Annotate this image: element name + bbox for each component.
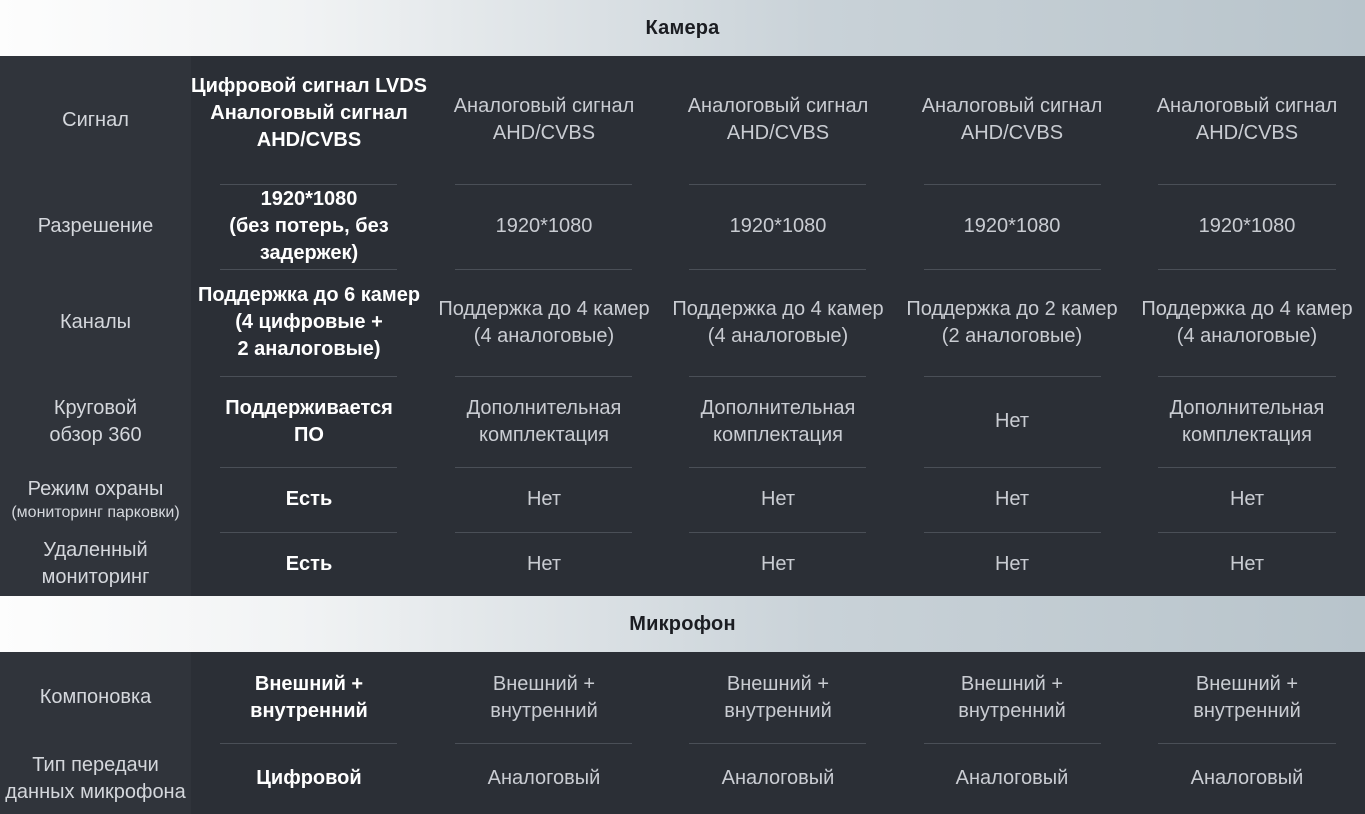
product-4-cell	[895, 269, 1129, 376]
product-3-cell-line: Внешний +	[726, 672, 830, 695]
product-4-cell-line: Поддержка до 2 камер	[906, 297, 1118, 320]
product-5-cell-line: Аналоговый сигнал	[1156, 95, 1338, 117]
product-3-cell	[661, 184, 895, 269]
product-3-cell-line: Аналоговый	[721, 767, 835, 789]
product-2-cell	[427, 376, 661, 467]
product-4-cell-line: Нет	[994, 488, 1030, 510]
product-3-cell	[661, 743, 895, 814]
featured-product-cell-line: Есть	[285, 552, 333, 575]
product-4-cell	[895, 652, 1129, 743]
featured-product-cell	[191, 743, 427, 814]
product-2-cell	[427, 184, 661, 269]
product-5-cell	[1129, 56, 1365, 184]
featured-product-cell-line: AHD/CVBS	[256, 128, 362, 151]
product-2-cell	[427, 269, 661, 376]
product-5-cell-line: комплектация	[1182, 423, 1312, 446]
product-2-cell	[427, 467, 661, 532]
featured-product-cell-line: внутренний	[250, 699, 368, 722]
row-label-line: Удаленный	[43, 539, 148, 561]
row-label	[0, 56, 191, 184]
featured-product-cell	[191, 467, 427, 532]
product-2-cell	[427, 743, 661, 814]
product-5-cell	[1129, 743, 1365, 814]
featured-product-cell-line: Цифровой сигнал LVDS	[191, 74, 428, 97]
product-2-cell-line: Дополнительная	[466, 396, 622, 419]
row-label-line: Тип передачи	[32, 753, 159, 776]
product-5-cell-line: Дополнительная	[1169, 396, 1325, 419]
product-3-cell-line: AHD/CVBS	[726, 122, 830, 144]
product-2-cell-line: 1920*1080	[495, 215, 593, 237]
featured-product-cell-line: Поддержка до 6 камер	[197, 284, 421, 306]
product-5-cell-line: Внешний +	[1195, 672, 1299, 695]
featured-product-cell-line: Аналоговый сигнал	[210, 101, 408, 124]
featured-product-cell	[191, 269, 427, 376]
row-label-line: Каналы	[60, 311, 131, 333]
product-5-cell	[1129, 184, 1365, 269]
product-5-cell	[1129, 532, 1365, 596]
product-2-cell-line: Нет	[526, 488, 562, 510]
featured-product-cell-line: (без потерь, без задержек)	[229, 215, 389, 264]
product-4-cell-line: Аналоговый сигнал	[921, 95, 1103, 117]
featured-product-cell	[191, 184, 427, 269]
product-5-cell-line: Аналоговый	[1190, 767, 1304, 789]
row-label	[0, 376, 191, 467]
product-2-cell-line: Поддержка до 4 камер	[438, 297, 650, 320]
product-5-cell-line: Нет	[1229, 552, 1265, 575]
row-label-line: Разрешение	[37, 215, 154, 237]
product-3-cell-line: Аналоговый сигнал	[687, 95, 869, 117]
featured-product-cell-line: (4 цифровые +	[235, 311, 383, 333]
product-2-cell-line: внутренний	[490, 699, 598, 722]
product-4-cell	[895, 532, 1129, 596]
row-label-line: данных микрофона	[5, 780, 186, 803]
product-3-cell	[661, 467, 895, 532]
product-4-cell	[895, 184, 1129, 269]
product-3-cell-line: Дополнительная	[700, 396, 856, 419]
product-4-cell	[895, 56, 1129, 184]
section-title-camera: Камера	[645, 16, 720, 39]
camera-comparison-table	[0, 56, 1365, 596]
featured-product-cell-line: 2 аналоговые)	[237, 338, 381, 360]
product-3-cell-line: комплектация	[713, 423, 843, 446]
product-3-cell-line: Нет	[760, 488, 796, 510]
product-5-cell	[1129, 269, 1365, 376]
product-4-cell-line: 1920*1080	[963, 215, 1061, 237]
product-2-cell-line: Аналоговый	[487, 767, 601, 789]
featured-product-cell-line: Внешний +	[254, 672, 364, 695]
featured-product-cell	[191, 376, 427, 467]
microphone-comparison-table	[0, 652, 1365, 814]
product-5-cell-line: Нет	[1229, 488, 1265, 510]
product-2-cell-line: (4 аналоговые)	[473, 324, 615, 347]
product-3-cell	[661, 532, 895, 596]
product-2-cell	[427, 532, 661, 596]
product-3-cell-line: 1920*1080	[729, 215, 827, 237]
product-5-cell-line: 1920*1080	[1198, 215, 1296, 237]
product-4-cell-line: Внешний +	[960, 672, 1064, 695]
row-label	[0, 532, 191, 596]
product-2-cell-line: Аналоговый сигнал	[453, 95, 635, 117]
row-label-line: мониторинг	[41, 566, 150, 588]
product-3-cell	[661, 56, 895, 184]
product-3-cell	[661, 269, 895, 376]
product-4-cell	[895, 743, 1129, 814]
product-5-cell	[1129, 376, 1365, 467]
row-label	[0, 467, 191, 532]
section-title-microphone: Микрофон	[629, 612, 736, 635]
row-label-line: (мониторинг парковки)	[11, 504, 180, 521]
product-2-cell-line: Нет	[526, 552, 562, 575]
row-label	[0, 652, 191, 743]
product-5-cell	[1129, 652, 1365, 743]
featured-product-cell-line: Есть	[285, 488, 333, 510]
product-4-cell	[895, 376, 1129, 467]
featured-product-cell	[191, 532, 427, 596]
row-label	[0, 269, 191, 376]
section-header-camera	[0, 0, 1365, 56]
product-3-cell-line: внутренний	[724, 699, 832, 722]
product-4-cell-line: AHD/CVBS	[960, 122, 1064, 144]
row-label	[0, 743, 191, 814]
product-4-cell-line: Нет	[994, 552, 1030, 575]
row-label-line: Компоновка	[39, 686, 152, 708]
product-4-cell-line: внутренний	[958, 699, 1066, 722]
featured-product-cell-line: Цифровой	[256, 767, 362, 789]
product-4-cell	[895, 467, 1129, 532]
row-label	[0, 184, 191, 269]
product-5-cell-line: внутренний	[1193, 699, 1301, 722]
featured-product-cell-line: ПО	[294, 423, 324, 446]
section-header-microphone	[0, 596, 1365, 652]
product-2-cell-line: Внешний +	[492, 672, 596, 695]
product-2-cell	[427, 652, 661, 743]
product-2-cell-line: AHD/CVBS	[492, 122, 596, 144]
product-4-cell-line: (2 аналоговые)	[941, 324, 1083, 347]
product-2-cell	[427, 56, 661, 184]
product-5-cell-line: (4 аналоговые)	[1176, 324, 1318, 347]
product-3-cell-line: Поддержка до 4 камер	[672, 297, 884, 320]
product-5-cell	[1129, 467, 1365, 532]
featured-product-cell-line: Поддерживается	[225, 396, 393, 419]
row-label-line: обзор 360	[49, 423, 142, 446]
product-2-cell-line: комплектация	[479, 423, 609, 446]
product-3-cell	[661, 376, 895, 467]
product-5-cell-line: AHD/CVBS	[1195, 122, 1299, 144]
featured-product-cell-line: 1920*1080	[260, 188, 358, 210]
product-5-cell-line: Поддержка до 4 камер	[1141, 297, 1353, 320]
product-3-cell-line: (4 аналоговые)	[707, 324, 849, 347]
row-label-line: Сигнал	[62, 108, 129, 131]
product-3-cell	[661, 652, 895, 743]
row-label-line: Режим охраны	[27, 478, 164, 500]
featured-product-cell	[191, 652, 427, 743]
product-3-cell-line: Нет	[760, 552, 796, 575]
featured-product-cell	[191, 49, 427, 177]
product-4-cell-line: Нет	[994, 410, 1030, 432]
product-4-cell-line: Аналоговый	[955, 767, 1069, 789]
row-label-line: Круговой	[53, 396, 138, 419]
